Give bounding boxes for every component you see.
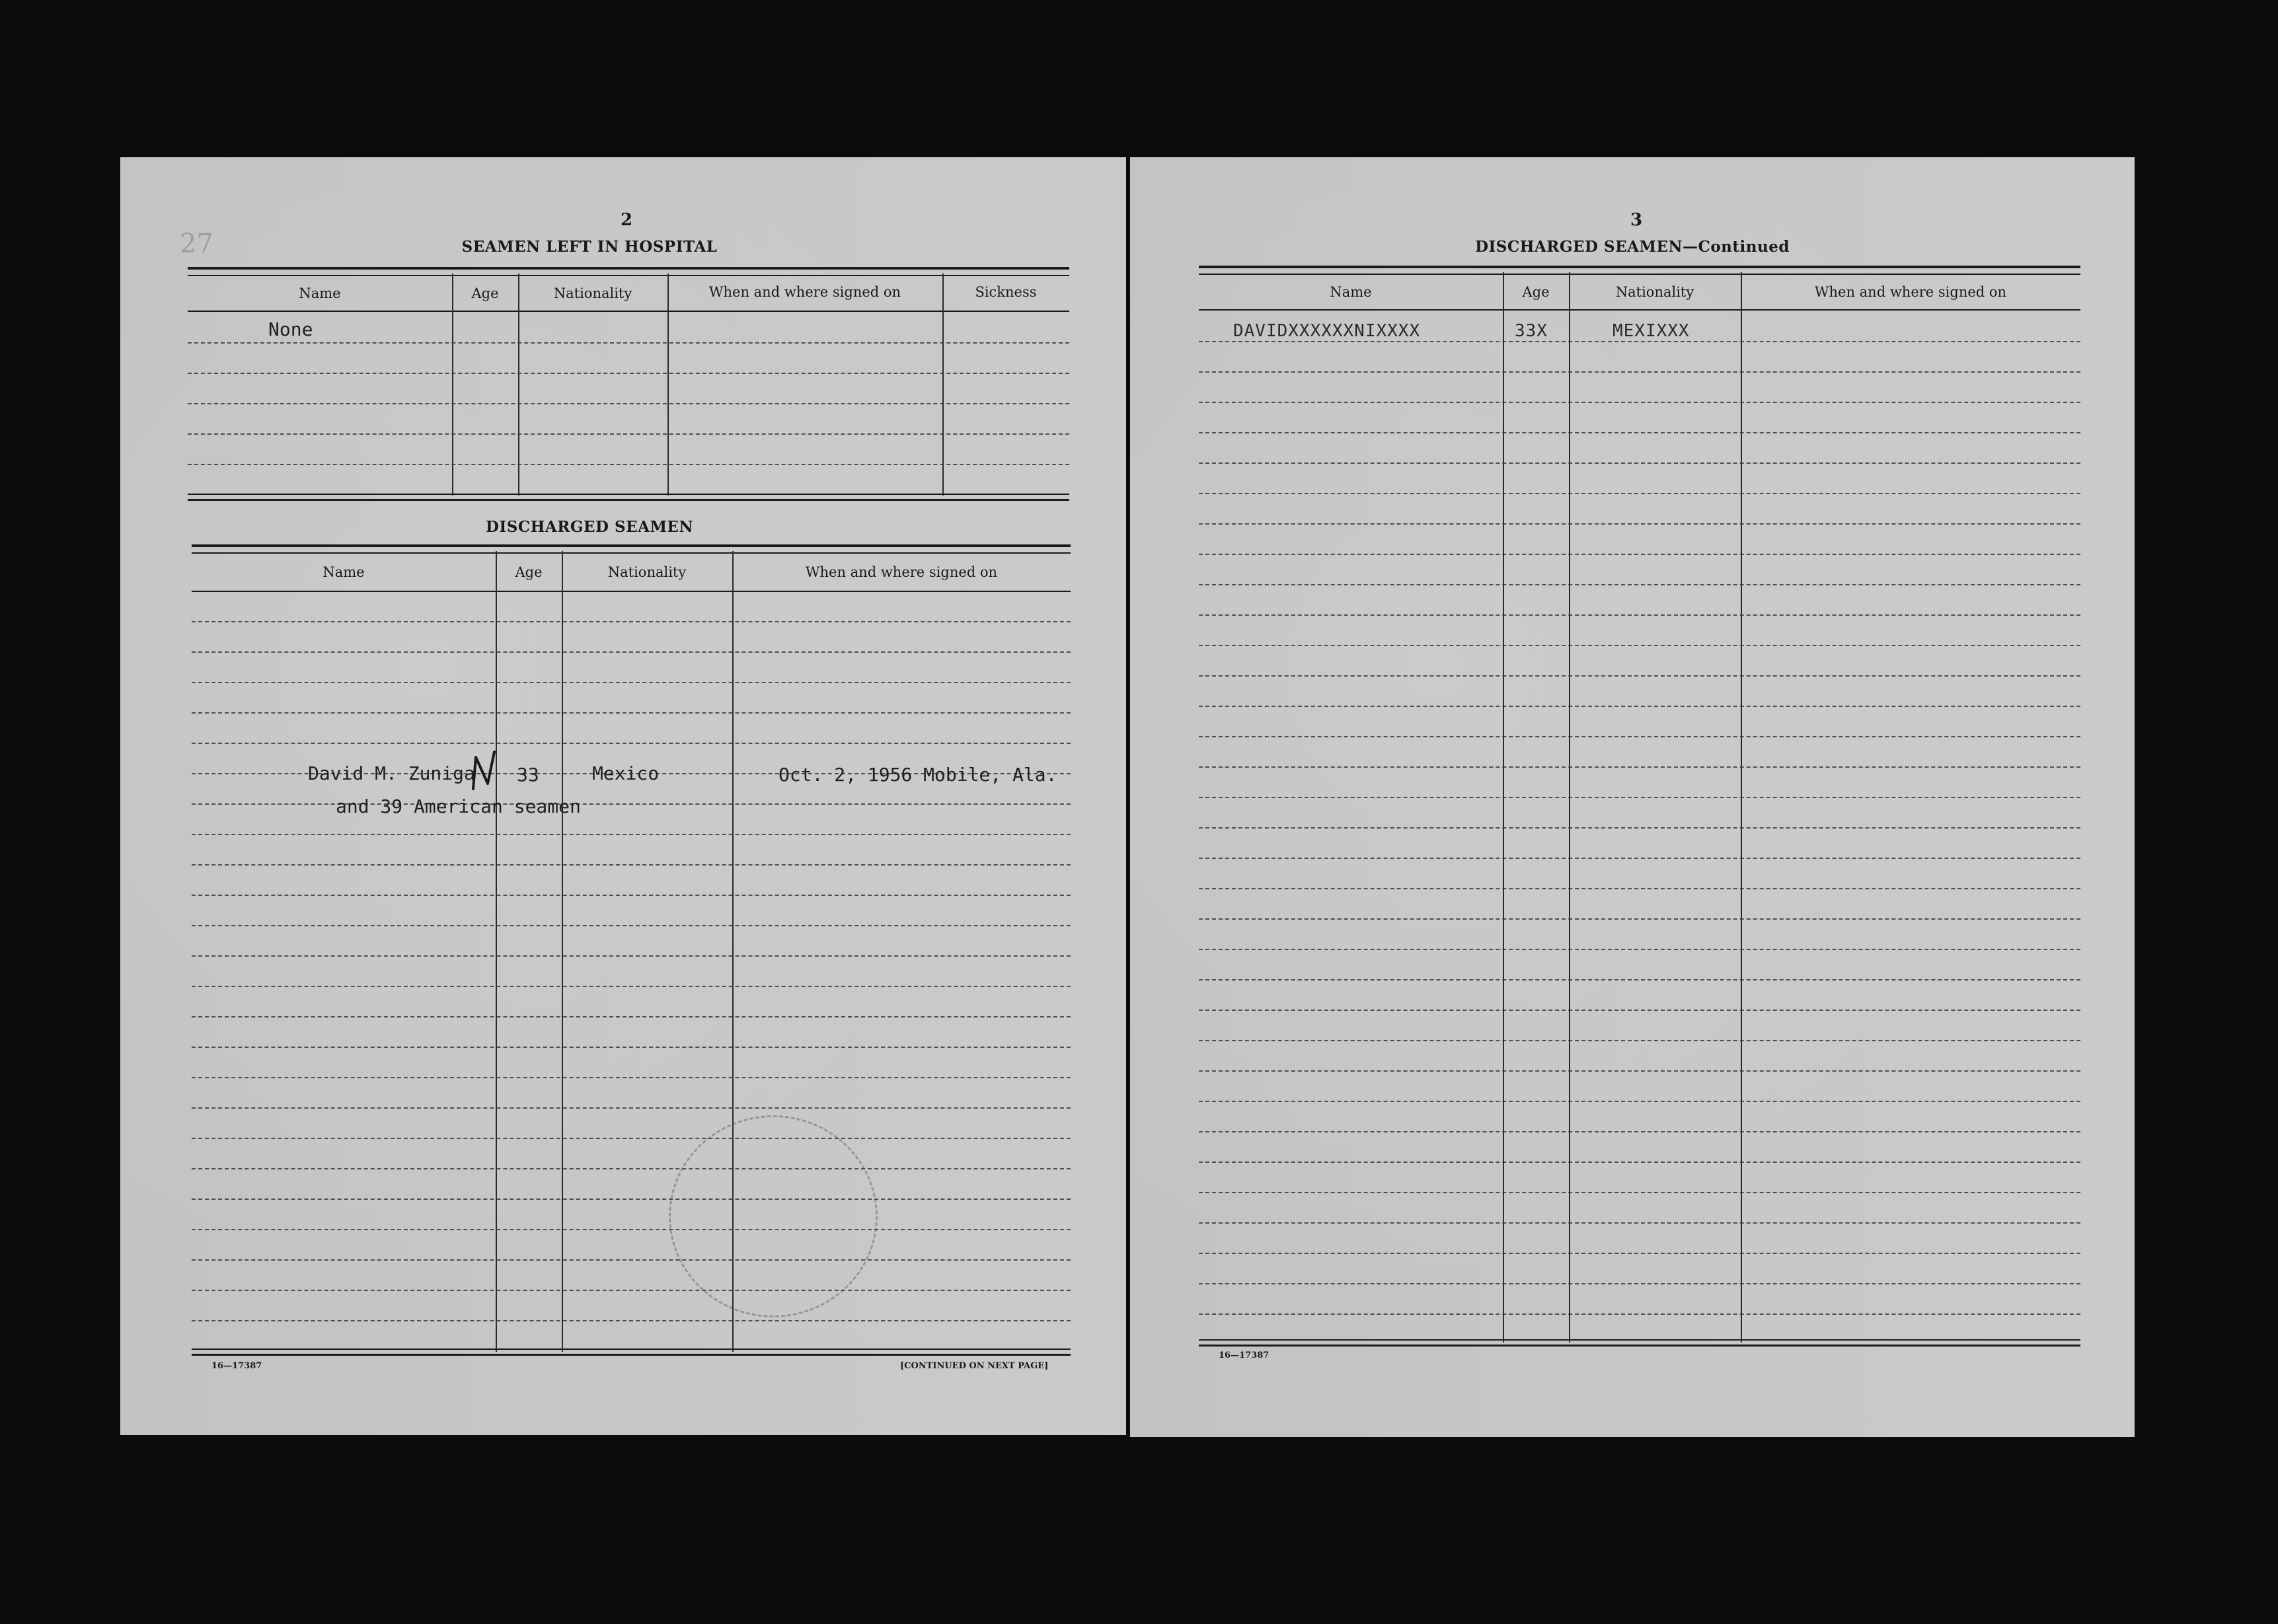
row-rule — [1199, 1040, 2080, 1041]
hospital-header-sickness: Sickness — [975, 284, 1037, 300]
row-rule — [192, 1229, 1071, 1230]
row-rule — [1199, 949, 2080, 950]
hospital-col-divider — [452, 274, 453, 496]
hospital-row-rule — [188, 433, 1069, 435]
row-rule — [192, 864, 1071, 866]
seaman-name: David M. Zuniga — [308, 762, 475, 784]
continued-table-top-rule — [1199, 266, 2080, 275]
hospital-header-name: Name — [299, 285, 341, 301]
discharged-header-name: Name — [323, 564, 365, 580]
row-rule — [1199, 1131, 2080, 1132]
continued-header-rule — [1199, 309, 2080, 311]
hospital-row-rule — [188, 342, 1069, 344]
row-rule — [1199, 1283, 2080, 1284]
row-rule — [1199, 1010, 2080, 1011]
struck-name: DAVIDXXXXXXNIXXXX — [1233, 321, 1421, 341]
continued-header-age: Age — [1522, 284, 1550, 300]
row-rule — [192, 712, 1071, 714]
discharged-header-signed-on: When and where signed on — [805, 564, 998, 580]
page-number: 3 — [1630, 210, 1643, 230]
discharged-header-rule — [192, 591, 1071, 592]
discharged-header-nationality: Nationality — [607, 564, 687, 580]
continued-header-nationality: Nationality — [1615, 284, 1694, 300]
hospital-table — [188, 267, 1069, 501]
seaman-age: 33 — [517, 764, 539, 786]
row-rule — [1199, 1192, 2080, 1193]
row-rule — [192, 1199, 1071, 1200]
hospital-entry-none: None — [268, 318, 313, 340]
continued-header-signed-on: When and where signed on — [1814, 284, 2007, 300]
row-rule — [1199, 341, 2080, 342]
row-rule — [192, 986, 1071, 987]
row-rule — [1199, 979, 2080, 980]
row-rule — [1199, 402, 2080, 403]
row-rule — [1199, 918, 2080, 920]
row-rule — [1199, 1313, 2080, 1315]
hospital-table-bottom-rule — [188, 494, 1069, 501]
discharged-table-bottom-rule — [192, 1348, 1071, 1356]
row-rule — [192, 1077, 1071, 1078]
row-rule — [1199, 1222, 2080, 1224]
row-rule — [192, 1047, 1071, 1048]
discharged-col-divider — [562, 551, 563, 1352]
hospital-title: SEAMEN LEFT IN HOSPITAL — [461, 238, 718, 256]
row-rule — [192, 682, 1071, 683]
row-rule — [1199, 858, 2080, 859]
row-rule — [1199, 1162, 2080, 1163]
row-rule — [1199, 432, 2080, 433]
discharged-title: DISCHARGED SEAMEN — [486, 518, 693, 536]
discharged-continued-table — [1199, 266, 2080, 1347]
row-rule — [1199, 827, 2080, 829]
row-rule — [1199, 888, 2080, 889]
row-rule — [1199, 554, 2080, 555]
hospital-row-rule — [188, 403, 1069, 404]
row-rule — [192, 925, 1071, 926]
row-rule — [1199, 645, 2080, 646]
row-rule — [192, 1016, 1071, 1017]
discharged-header-age: Age — [515, 564, 543, 580]
check-mark-icon — [468, 748, 501, 794]
row-rule — [192, 743, 1071, 744]
hospital-row-rule — [188, 373, 1069, 374]
row-rule — [1199, 1253, 2080, 1254]
row-rule — [192, 1107, 1071, 1109]
seaman-nationality: Mexico — [592, 762, 660, 784]
row-rule — [1199, 614, 2080, 616]
row-rule — [192, 1290, 1071, 1291]
row-rule — [192, 1320, 1071, 1321]
hospital-header-signed-on: When and where signed on — [708, 284, 901, 300]
hospital-header-rule — [188, 311, 1069, 312]
row-rule — [1199, 736, 2080, 737]
faded-stamp — [669, 1115, 878, 1317]
form-number: 16—17387 — [1219, 1350, 1270, 1360]
hospital-header-nationality: Nationality — [553, 285, 632, 301]
row-rule — [192, 834, 1071, 835]
seaman-signed-on: Oct. 2, 1956 Mobile, Ala. — [778, 764, 1057, 786]
continued-note: [CONTINUED ON NEXT PAGE] — [900, 1361, 1049, 1371]
row-rule — [192, 651, 1071, 653]
row-rule — [1199, 523, 2080, 525]
row-rule — [1199, 584, 2080, 585]
continued-header-name: Name — [1330, 284, 1372, 300]
continued-table-bottom-rule — [1199, 1339, 2080, 1347]
struck-nationality: MEXIXXX — [1613, 321, 1690, 341]
row-rule — [192, 1259, 1071, 1261]
discharged-table — [192, 544, 1071, 1356]
ghost-page-number: 27 — [180, 229, 213, 259]
row-rule — [1199, 675, 2080, 677]
hospital-table-top-rule — [188, 267, 1069, 276]
row-rule — [1199, 462, 2080, 464]
row-rule — [1199, 1101, 2080, 1102]
hospital-col-divider — [518, 274, 519, 496]
row-rule — [192, 1168, 1071, 1169]
left-page — [120, 157, 1126, 1435]
row-rule — [192, 803, 1071, 805]
row-rule — [1199, 766, 2080, 768]
hospital-col-divider — [667, 274, 669, 496]
hospital-col-divider — [942, 274, 944, 496]
hospital-row-rule — [188, 464, 1069, 465]
american-seamen-note: and 39 American seamen — [336, 795, 581, 817]
form-number: 16—17387 — [211, 1361, 262, 1371]
struck-age: 33X — [1515, 321, 1548, 341]
discharged-col-divider — [496, 551, 497, 1352]
row-rule — [1199, 706, 2080, 707]
row-rule — [192, 895, 1071, 896]
row-rule — [192, 955, 1071, 957]
page-number: 2 — [620, 210, 633, 230]
right-page — [1130, 157, 2135, 1437]
hospital-header-age: Age — [471, 285, 499, 301]
discharged-continued-title: DISCHARGED SEAMEN—Continued — [1475, 238, 1790, 256]
discharged-table-top-rule — [192, 544, 1071, 554]
row-rule — [192, 1138, 1071, 1139]
row-rule — [1199, 797, 2080, 798]
row-rule — [1199, 493, 2080, 494]
row-rule — [192, 621, 1071, 622]
row-rule — [1199, 371, 2080, 373]
row-rule — [1199, 1070, 2080, 1072]
